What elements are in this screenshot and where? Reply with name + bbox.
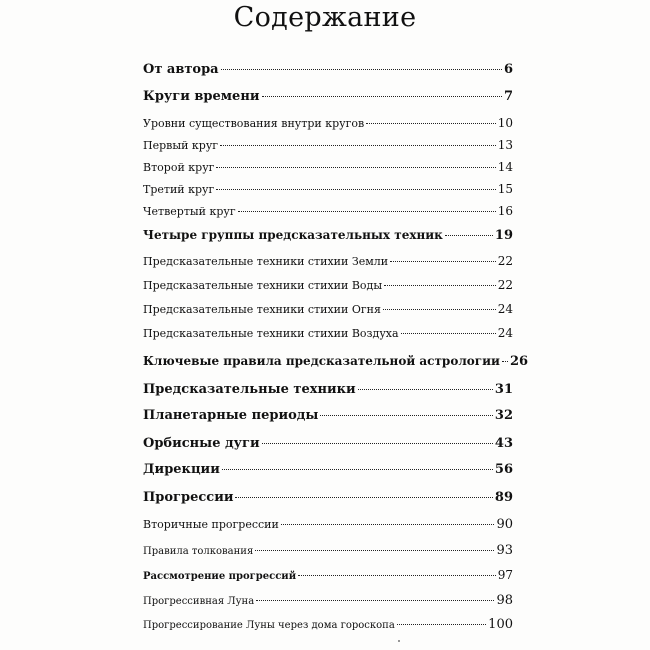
toc-entry-page: 6 [503,62,513,77]
leader-dots [256,600,494,601]
leader-dots [262,96,502,97]
toc-entry-page: 97 [497,568,513,582]
toc-entry [143,568,513,582]
toc-entry-title: Круги времени [143,89,260,104]
leader-dots [220,145,496,146]
toc-entry-page: 19 [494,228,513,243]
toc-entry-page: 26 [509,354,529,369]
leader-dots [238,211,496,212]
toc-entry-page: 16 [497,204,513,218]
toc-entry [143,354,529,369]
leader-dots [221,69,502,70]
toc-entry [143,182,513,196]
toc-entry [143,89,513,104]
toc-entry [143,617,513,632]
toc-entry-page: 32 [494,408,513,423]
toc-entry-page: 22 [497,254,513,268]
leader-dots [383,309,496,310]
toc-entry-page: 31 [494,382,513,397]
toc-entry [143,436,513,451]
toc-entry-title: Предсказательные техники стихии Земли [143,255,389,268]
toc-entry [143,593,513,608]
toc-entry [143,228,513,243]
toc-entry-title: Орбисные дуги [143,436,260,451]
leader-dots [390,261,496,262]
leader-dots [502,361,508,362]
toc-entry-title: Предсказательные техники стихии Воды [143,279,383,292]
toc-entry-title: Четыре группы предсказательных техник [143,228,443,242]
leader-dots [281,524,495,525]
toc-entry [143,490,513,505]
toc-entry-title: Четвертый круг [143,205,236,218]
toc-entry-page: 13 [497,138,513,152]
toc-entry-page: 22 [497,278,513,292]
toc-entry-title: Прогрессирование Луны через дома гороскопа [143,620,395,631]
toc-entry [143,517,513,532]
leader-dots [255,550,494,551]
speck-mark [398,640,400,642]
toc-entry-page: 10 [497,116,513,130]
leader-dots [445,235,493,236]
toc-entry-title: Предсказательные техники стихии Воздуха [143,327,399,340]
toc-entry-page: 7 [503,89,513,104]
toc-entry-page: 24 [497,302,513,316]
leader-dots [384,285,496,286]
toc-entry-page: 100 [488,617,513,632]
toc-entry [143,278,513,292]
toc-entry-title: Третий круг [143,183,215,196]
leader-dots [320,415,492,416]
toc-entry-title: Второй круг [143,161,215,174]
toc-entry-title: Первый круг [143,139,219,152]
toc-entry-title: Вторичные прогрессии [143,518,279,531]
toc-entry-title: От автора [143,62,219,77]
leader-dots [222,469,493,470]
toc-entry-title: Предсказательные техники [143,382,356,397]
leader-dots [235,497,492,498]
toc-entry-title: Прогрессии [143,490,234,505]
toc-entry-title: Рассмотрение прогрессий [143,571,297,582]
toc-entry-title: Планетарные периоды [143,408,319,423]
toc-entry-page: 98 [496,593,513,608]
toc-entry-page: 43 [494,436,513,451]
toc-entry-page: 93 [496,543,513,558]
toc-entry-page: 56 [494,462,513,477]
toc-entry-page: 24 [497,326,513,340]
toc-entry [143,302,513,316]
leader-dots [358,389,493,390]
toc-entry-page: 89 [494,490,513,505]
toc-entry-title: Дирекции [143,462,220,477]
toc-entry [143,116,513,130]
toc-entry-title: Уровни существования внутри кругов [143,117,365,130]
leader-dots [401,333,496,334]
toc-entry [143,62,513,77]
toc-entry [143,160,513,174]
toc-entry [143,462,513,477]
leader-dots [397,624,486,625]
toc-entry-title: Правила толкования [143,546,254,557]
toc-entry-page: 14 [497,160,513,174]
page-title: Содержание [233,2,417,33]
toc-entry [143,204,513,218]
toc-entry [143,382,513,397]
leader-dots [262,443,493,444]
toc-entry [143,408,513,423]
toc-entry-title: Ключевые правила предсказательной астрологии [143,354,500,368]
leader-dots [366,123,496,124]
toc-entry [143,326,513,340]
toc-entry-page: 90 [496,517,513,532]
toc-entry [143,138,513,152]
leader-dots [216,189,495,190]
toc-entry-title: Прогрессивная Луна [143,596,255,607]
leader-dots [298,575,496,576]
toc-entry [143,254,513,268]
toc-entry-title: Предсказательные техники стихии Огня [143,303,381,316]
leader-dots [216,167,495,168]
toc-entry [143,543,513,558]
toc-entry-page: 15 [497,182,513,196]
